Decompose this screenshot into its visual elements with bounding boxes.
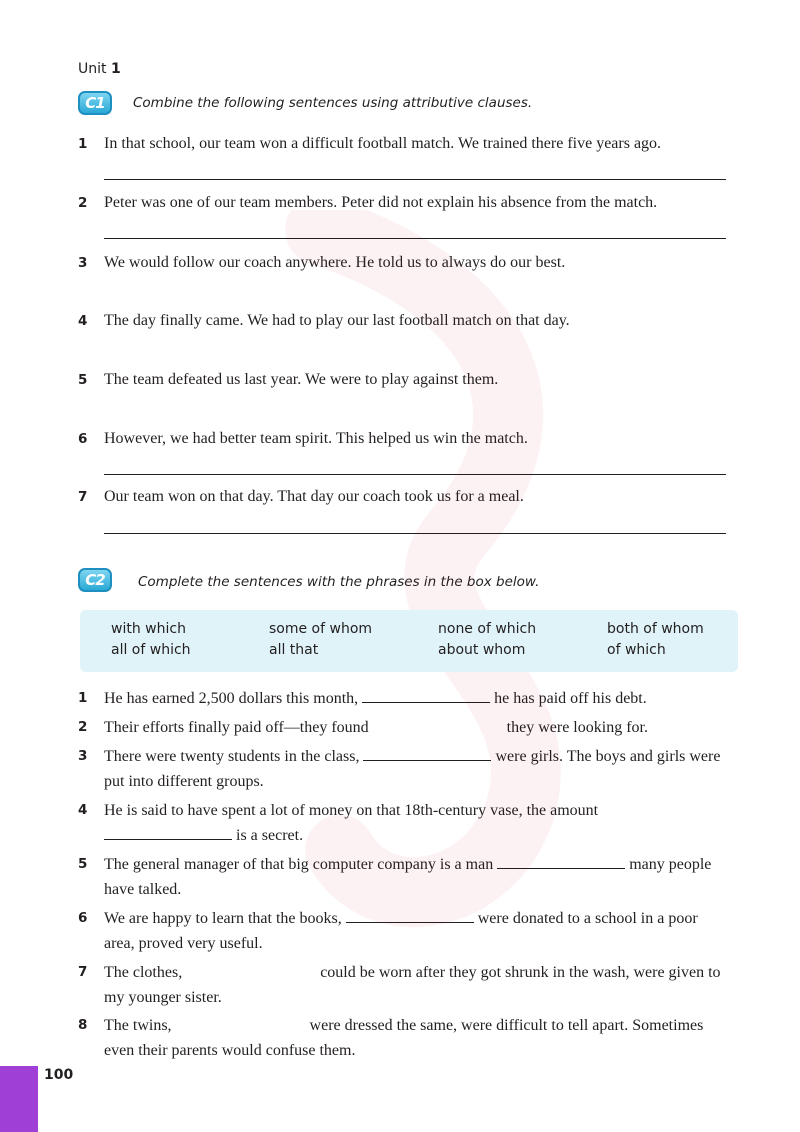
phrase-item: all of which [111,642,191,658]
question-text-before: We are happy to learn that the books, [104,910,342,927]
question-text-after: many people have talked. [104,856,712,898]
phrase-item: all that [269,642,319,658]
section-badge-c1: C1 [78,91,112,115]
unit-label: Unit [78,61,107,77]
answer-blank[interactable] [363,746,491,761]
question-number: 6 [78,431,88,447]
question-number: 8 [78,1017,88,1033]
c1-instruction: Combine the following sentences using attributive clauses. [133,95,533,111]
phrase-item: some of whom [269,621,373,637]
section-badge-c2: C2 [78,568,112,592]
question-text-after: could be worn after they got shrunk in the wash, were given to my younger sister. [104,964,721,1006]
question-number: 7 [78,489,88,505]
question-text-after: were girls. The boys and girls were put into different groups. [104,748,721,790]
question-text-before: There were twenty students in the class, [104,748,360,765]
question-number: 1 [78,136,88,152]
question-number: 3 [78,255,88,271]
question-number: 1 [78,690,88,706]
answer-blank[interactable] [497,854,625,869]
question-number: 7 [78,964,88,980]
question-text-after: is a secret. [236,827,304,844]
phrase-item: none of which [438,621,537,637]
question-text-after: were dressed the same, were difficult to tell apart. Sometimes even their parents would confuse them. [104,1017,704,1059]
question-text-before: Their efforts finally paid off—they found [104,719,369,736]
question-number: 4 [78,802,88,818]
phrase-item: about whom [438,642,526,658]
question-text: In that school, our team won a difficult football match. We trained there five years ago. [104,135,662,152]
question-text-before: The twins, [104,1017,172,1034]
question-text-before: He is said to have spent a lot of money on that 18th-century vase, the amount [104,802,599,819]
page-number: 100 [44,1067,74,1083]
question-text: Our team won on that day. That day our coach took us for a meal. [104,488,524,505]
question-number: 6 [78,910,88,926]
answer-line[interactable] [104,474,726,475]
answer-line[interactable] [104,238,726,239]
question-text: We would follow our coach anywhere. He told us to always do our best. [104,254,566,271]
question-text-before: He has earned 2,500 dollars this month, [104,690,359,707]
phrase-item: with which [111,621,186,637]
question-text-before: The clothes, [104,964,183,981]
question-text: The team defeated us last year. We were to play against them. [104,371,499,388]
answer-line[interactable] [104,533,726,534]
answer-blank[interactable] [362,688,490,703]
answer-blank[interactable] [346,908,474,923]
question-number: 3 [78,748,88,764]
question-text-after: he has paid off his debt. [494,690,647,707]
question-number: 5 [78,856,88,872]
question-number: 4 [78,313,88,329]
question-number: 2 [78,719,88,735]
question-text: The day finally came. We had to play our last football match on that day. [104,312,570,329]
question-text: Peter was one of our team members. Peter did not explain his absence from the match. [104,194,658,211]
question-text: However, we had better team spirit. This helped us win the match. [104,430,528,447]
phrase-box [80,610,738,672]
answer-line[interactable] [104,179,726,180]
phrase-item: both of whom [607,621,704,637]
unit-heading [78,61,121,77]
c2-instruction: Complete the sentences with the phrases in the box below. [138,574,540,590]
page-edge-tab [0,1066,38,1132]
question-text-after: they were looking for. [506,719,648,736]
question-number: 2 [78,195,88,211]
phrase-item: of which [607,642,666,658]
question-text-before: The general manager of that big computer company is a man [104,856,494,873]
question-number: 5 [78,372,88,388]
answer-blank[interactable] [104,825,232,840]
question-text-after: were donated to a school in a poor area, proved very useful. [104,910,698,952]
unit-number: 1 [110,61,121,77]
